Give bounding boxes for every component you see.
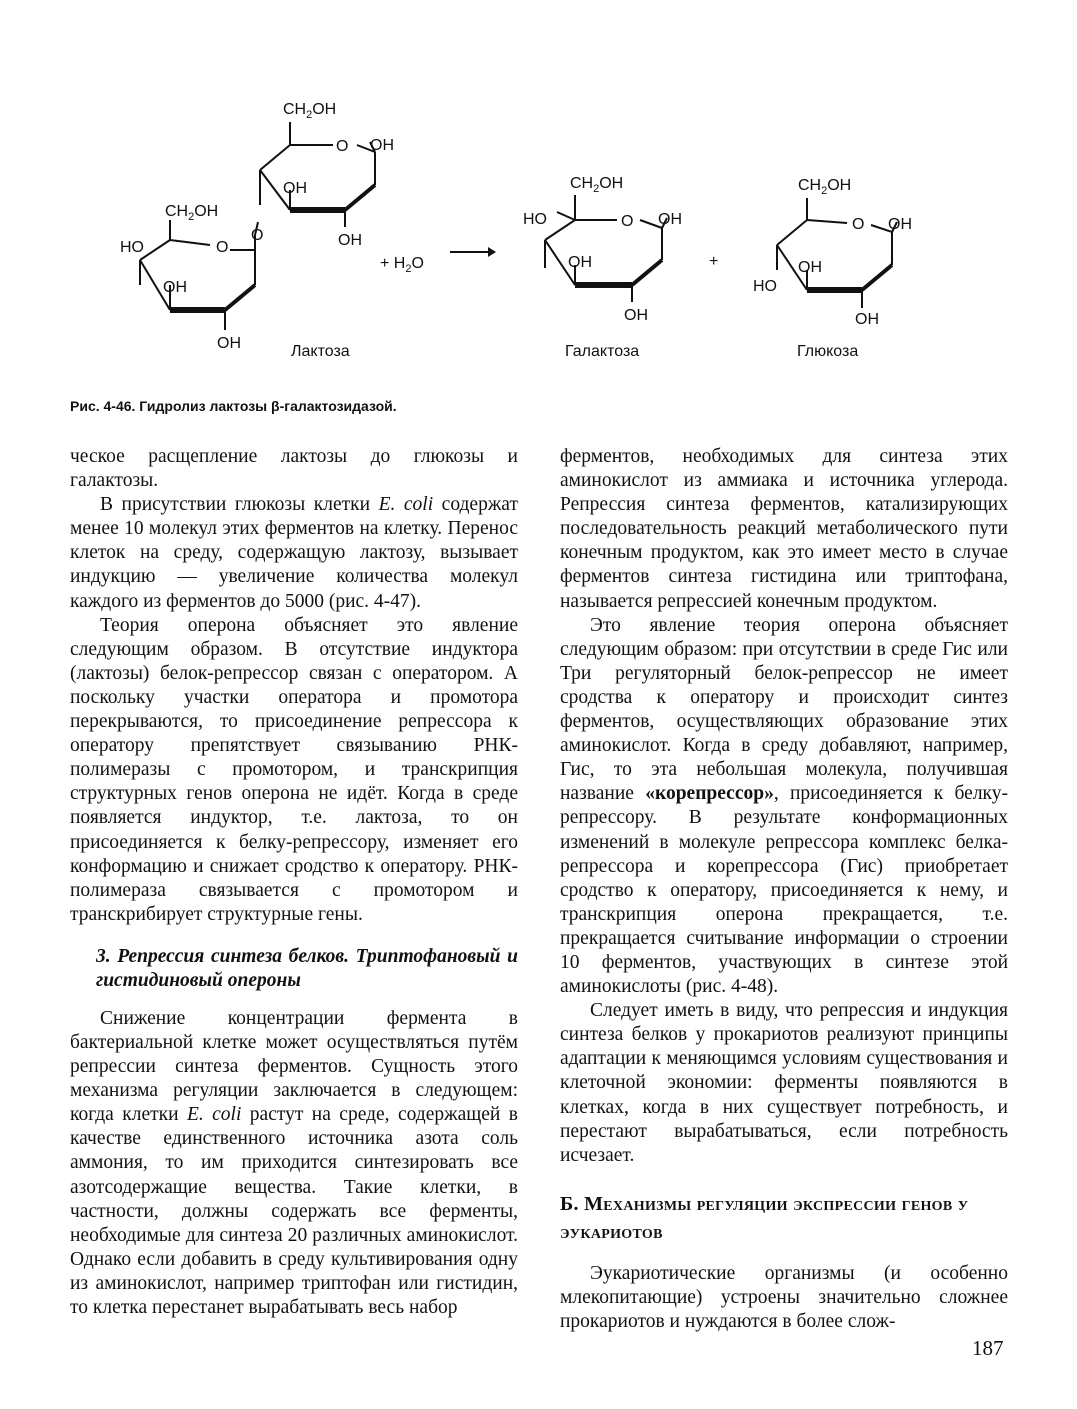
plus-sign: + (709, 253, 719, 270)
lactose-ring-o-lower: O (216, 239, 229, 256)
lactose-hydrolysis-figure (95, 90, 975, 380)
paragraph: Это явление теория оперона объясняет следующим образом: при отсутствии в среде Гис или Три регуляторный белок-репрессор не имеет сродства к оператору и происходит синтез ферментов, осуществляющих образование этих аминокислот. Когда в среду добавляют, например, Гис, то эта небольшая молекула, получившая название «корепрессор», присоединяется к белку-репрессору. В результате конформационных изменений в молекуле репрессора комплекс белка-репрессора и корепрессора (Гис) приобретает сродство к оператору, присоединяется к нему, и транскрипция оперона прекращается, т.е. прекращается считывание информации о строении 10 ферментов, участвующих в синтезе этой аминокислоты (рис. 4-48). (560, 614, 1008, 998)
galactose-oh-c1: OH (658, 211, 682, 228)
galactose-ring-o: O (621, 213, 634, 230)
lactose-labels (120, 101, 394, 360)
reaction-arrow (450, 247, 496, 257)
glucose-ho: HO (753, 278, 777, 295)
lactose-oh-inner: OH (283, 180, 307, 197)
lactose-ring-o-upper: O (336, 138, 349, 155)
lactose-oh-lower-inner: OH (163, 279, 187, 296)
galactose-oh-inner: OH (568, 254, 592, 271)
term-corepressor: «корепрессор» (645, 783, 774, 805)
paragraph: Следует иметь в виду, что репрессия и индукция синтеза белков у прокариотов реализуют принципы адаптации к меняющимся условиям существования и клеточной экономии: ферменты появляются в клетках, когда в них существует потребность, и перестают вырабатываться, если потребность исчезает. (560, 1000, 1008, 1166)
figure-caption: Рис. 4-46. Гидролиз лактозы β-галактозидазой. (70, 398, 397, 414)
section-heading: Б. Механизмы регуляции экспрессии генов у эукариотов (560, 1192, 969, 1243)
galactose-ho: HO (523, 211, 547, 228)
lactose-glycosidic-o: O (251, 227, 264, 244)
paragraph: ческое расщепление лактозы до глюкозы и галактозы. (70, 446, 518, 492)
water-reagent: + $H_2O$ (380, 255, 424, 275)
glucose-name: Глюкоза (797, 343, 859, 360)
galactose-oh-bottom: OH (624, 307, 648, 324)
species-name: E. coli (186, 1104, 242, 1126)
paragraph: В присутствии глюкозы клетки E. coli содержат менее 10 молекул этих ферментов на клетку. Перенос клеток на среду, содержащую лактозу, вызывает индукцию — увеличение количества молекул каждого из ферментов до 5000 (рис. 4-47). (70, 494, 518, 612)
glucose-structure (777, 198, 897, 308)
lactose-ho-lower: HO (120, 239, 144, 256)
right-column (560, 445, 1008, 1334)
lactose-oh-bottom: OH (217, 335, 241, 352)
galactose-structure (545, 195, 667, 302)
lactose-oh-upper: OH (370, 137, 394, 154)
paragraph: ферментов, необходимых для синтеза этих аминокислот из аммиака и источника углерода. Репрессия синтеза ферментов, катализирующих последовательность реакций метаболического пути конечным продуктом, как это имеет место в случае ферментов синтеза гистидина или триптофана, называется репрессией конечным продуктом. (560, 446, 1008, 612)
glucose-ring-o: O (852, 216, 865, 233)
galactose-ch2oh: $CH_2OH$ (570, 175, 624, 195)
subsection-heading: 3. Репрессия синтеза белков. Триптофановый и гистидиновый опероны (96, 945, 518, 991)
species-name: E. coli (378, 494, 434, 516)
page-number: 187 (972, 1336, 1004, 1360)
lactose-oh-c3: OH (338, 232, 362, 249)
reaction-scheme (95, 90, 975, 380)
glucose-oh-bottom: OH (855, 311, 879, 328)
left-column (70, 445, 518, 1320)
galactose-labels (523, 175, 682, 360)
paragraph: Эукариотические организмы (и особенно млекопитающие) устроены значительно сложнее прокариотов и нуждаются в более слож- (560, 1262, 1008, 1332)
galactose-name: Галактоза (565, 343, 640, 360)
glucose-oh-inner: OH (798, 259, 822, 276)
paragraph: Теория оперона объясняет это явление следующим образом. В отсутствие индуктора (лактозы) белок-репрессор связан с оператором. А поскольку участки оператора и промотора перекрываются, то присоединение репрессора к оператору препятствует связыванию РНК-полимеразы с промотором, и транскрипция структурных генов оперона не идёт. Когда в среде появляется индуктор, т.е. лактоза, то он присоединяется к белку-репрессору, изменяет его конформацию и снижает сродство к оператору. РНК-полимераза связывается с промотором и транскрибирует структурные гены. (70, 614, 518, 925)
lactose-ch2oh-lower: $CH_2OH$ (165, 203, 219, 223)
glucose-oh-c1: OH (888, 216, 912, 233)
paragraph: Снижение концентрации фермента в бактериальной клетке может осуществляться путём репрессии синтеза ферментов. Сущность этого механизма регуляции заключается в следующем: когда клетки E. coli растут на среде, содержащей в качестве единственного источника азота соль аммония, то им приходится синтезировать все азотсодержащие вещества. Такие клетки, в частности, должны содержать все ферменты, необходимые для синтеза 20 различных аминокислот. Однако если добавить в среду культивирования одну из аминокислот, например триптофан или гистидин, то клетка перестанет вырабатывать весь набор (70, 1007, 518, 1318)
lactose-ch2oh-upper: $CH_2OH$ (283, 101, 337, 121)
glucose-ch2oh: $CH_2OH$ (798, 177, 852, 197)
lactose-name: Лактоза (291, 343, 350, 360)
